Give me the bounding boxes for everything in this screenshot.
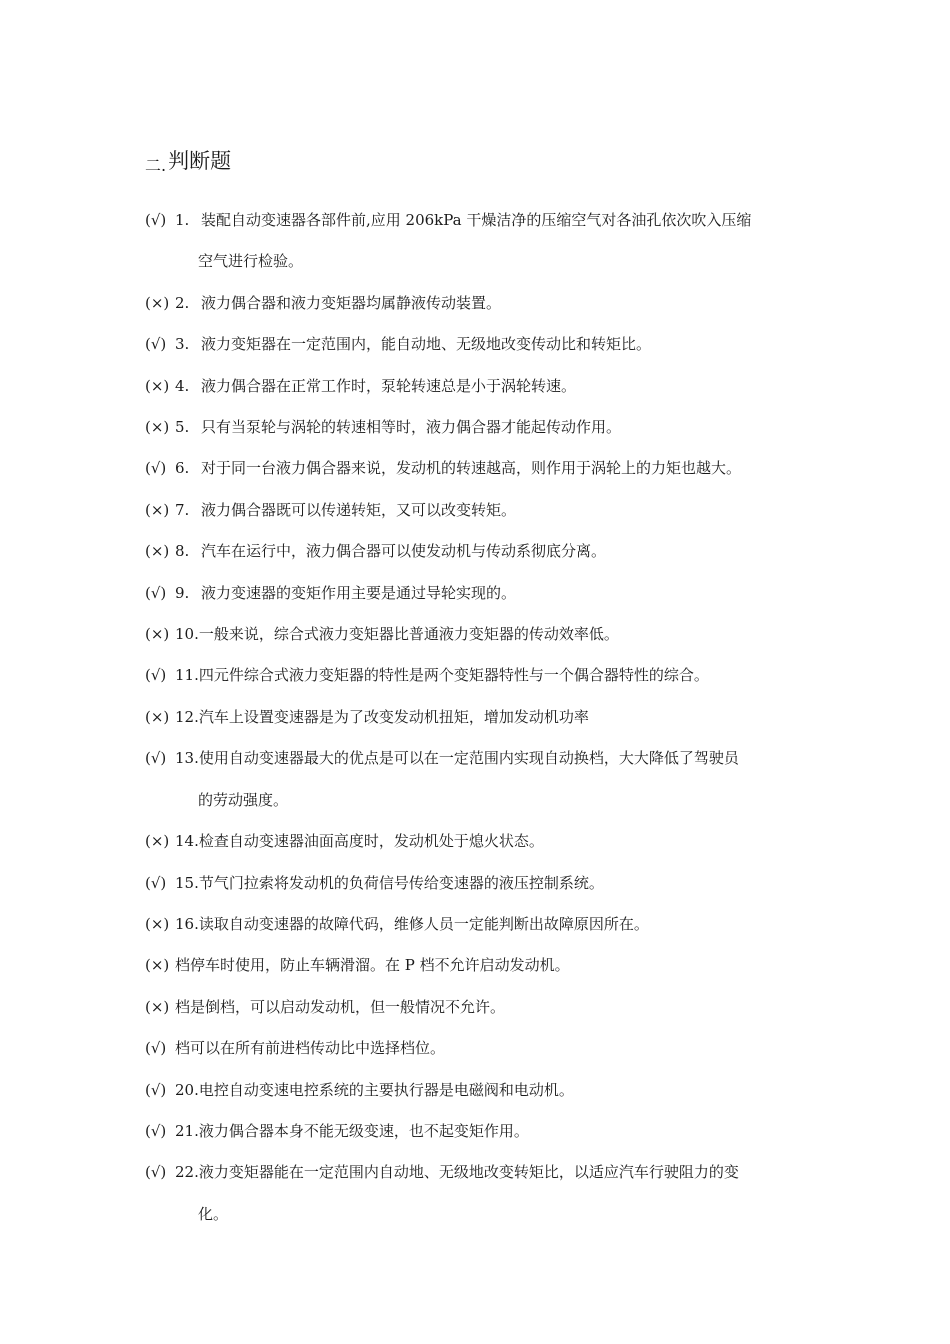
- question-item: [145, 904, 825, 945]
- question-text: 装配自动变速器各部件前,应用 206kPa 干燥洁净的压缩空气对各油孔依次吹入压缩: [201, 211, 752, 229]
- answer-mark: (√): [145, 873, 167, 892]
- question-text: 档停车时使用，防止车辆滑溜。在 P 档不允许启动发动机。: [175, 956, 570, 975]
- question-number: 6.: [175, 459, 190, 478]
- question-item: [145, 1111, 825, 1152]
- question-text: 汽车在运行中，液力偶合器可以使发动机与传动系彻底分离。: [201, 542, 607, 561]
- answer-mark: (×): [145, 293, 170, 312]
- question-item: [145, 1152, 825, 1193]
- answer-mark: (×): [145, 914, 170, 933]
- true-false-list: [145, 200, 825, 1235]
- question-text: 液力变速器的变矩作用主要是通过导轮实现的。: [201, 583, 517, 602]
- question-item: [145, 283, 825, 324]
- question-text: 节气门拉索将发动机的负荷信号传给变速器的液压控制系统。: [198, 873, 604, 892]
- answer-mark: (√): [145, 1080, 167, 1099]
- question-text: 化。: [198, 1204, 229, 1223]
- answer-mark: (×): [145, 376, 170, 395]
- question-item: [145, 200, 825, 241]
- question-item: [145, 655, 825, 696]
- question-text: 一般来说，综合式液力变矩器比普通液力变矩器的传动效率低。: [198, 625, 619, 644]
- answer-mark: (√): [145, 749, 167, 768]
- question-text: 档是倒档，可以启动发动机，但一般情况不允许。: [175, 997, 506, 1016]
- question-text: 检查自动变速器油面高度时，发动机处于熄火状态。: [198, 832, 544, 851]
- answer-mark: (×): [145, 542, 170, 561]
- question-item: [145, 697, 825, 738]
- answer-mark: (√): [145, 583, 167, 602]
- question-number: 5.: [175, 418, 190, 437]
- question-number: 22.: [175, 1163, 199, 1182]
- question-text: 四元件综合式液力变矩器的特性是两个变矩器特性与一个偶合器特性的综合。: [198, 666, 709, 685]
- question-text: 液力偶合器本身不能无级变速，也不起变矩作用。: [198, 1121, 529, 1140]
- section-number: 二.: [145, 156, 167, 175]
- question-text: 电控自动变速电控系统的主要执行器是电磁阀和电动机。: [198, 1080, 574, 1099]
- question-number: 16.: [175, 914, 199, 933]
- question-item: [145, 821, 825, 862]
- question-text: 液力变矩器在一定范围内，能自动地、无级地改变传动比和转矩比。: [201, 335, 652, 354]
- answer-mark: (×): [145, 418, 170, 437]
- answer-mark: (√): [145, 1121, 167, 1140]
- question-number: 8.: [175, 542, 190, 561]
- question-text: 对于同一台液力偶合器来说，发动机的转速越高，则作用于涡轮上的力矩也越大。: [201, 459, 742, 478]
- question-text: 汽车上设置变速器是为了改变发动机扭矩，增加发动机功率: [198, 707, 589, 726]
- answer-mark: (√): [145, 335, 167, 354]
- question-text: 液力偶合器在正常工作时，泵轮转速总是小于涡轮转速。: [201, 376, 577, 395]
- answer-mark: (√): [145, 211, 167, 229]
- question-number: 7.: [175, 500, 190, 519]
- question-number: 20.: [175, 1080, 199, 1099]
- question-number: 10.: [175, 625, 199, 644]
- question-item-continuation: [145, 1194, 825, 1235]
- question-item: [145, 490, 825, 531]
- question-item: [145, 366, 825, 407]
- question-item: [145, 614, 825, 655]
- question-text: 空气进行检验。: [198, 252, 304, 271]
- answer-mark: (×): [145, 500, 170, 519]
- answer-mark: (×): [145, 707, 170, 726]
- question-number: 4.: [175, 376, 190, 395]
- question-item-continuation: [145, 241, 825, 282]
- question-number: 9.: [175, 583, 190, 602]
- answer-mark: (×): [145, 997, 170, 1016]
- question-text: 使用自动变速器最大的优点是可以在一定范围内实现自动换档，大大降低了驾驶员: [198, 749, 739, 768]
- section-title: 判断题: [168, 149, 232, 173]
- question-text: 液力偶合器和液力变矩器均属静液传动装置。: [201, 293, 502, 312]
- answer-mark: (√): [145, 459, 167, 478]
- question-number: 1.: [175, 211, 190, 229]
- question-item: [145, 573, 825, 614]
- question-number: 11.: [175, 666, 199, 685]
- question-number: 2.: [175, 293, 190, 312]
- question-item: [145, 448, 825, 489]
- answer-mark: (×): [145, 832, 170, 851]
- section-heading: [145, 146, 231, 178]
- answer-mark: (×): [145, 956, 170, 975]
- question-item: [145, 945, 825, 986]
- question-text: 的劳动强度。: [198, 790, 289, 809]
- answer-mark: (×): [145, 625, 170, 644]
- question-item: [145, 1070, 825, 1111]
- question-number: 21.: [175, 1121, 199, 1140]
- question-item-continuation: [145, 780, 825, 821]
- answer-mark: (√): [145, 1039, 167, 1058]
- question-text: 只有当泵轮与涡轮的转速相等时，液力偶合器才能起传动作用。: [201, 418, 622, 437]
- question-number: 13.: [175, 749, 199, 768]
- question-text: 读取自动变速器的故障代码，维修人员一定能判断出故障原因所在。: [198, 914, 649, 933]
- question-item: [145, 407, 825, 448]
- question-item: [145, 738, 825, 779]
- question-item: [145, 531, 825, 572]
- question-text: 档可以在所有前进档传动比中选择档位。: [175, 1039, 446, 1058]
- question-number: 12.: [175, 707, 199, 726]
- question-number: 14.: [175, 832, 199, 851]
- question-item: [145, 863, 825, 904]
- answer-mark: (√): [145, 666, 167, 685]
- question-text: 液力变矩器能在一定范围内自动地、无级地改变转矩比，以适应汽车行驶阻力的变: [198, 1163, 739, 1182]
- question-item: [145, 987, 825, 1028]
- question-number: 3.: [175, 335, 190, 354]
- answer-mark: (√): [145, 1163, 167, 1182]
- question-number: 15.: [175, 873, 199, 892]
- question-item: [145, 1028, 825, 1069]
- question-text: 液力偶合器既可以传递转矩，又可以改变转矩。: [201, 500, 517, 519]
- question-item: [145, 324, 825, 365]
